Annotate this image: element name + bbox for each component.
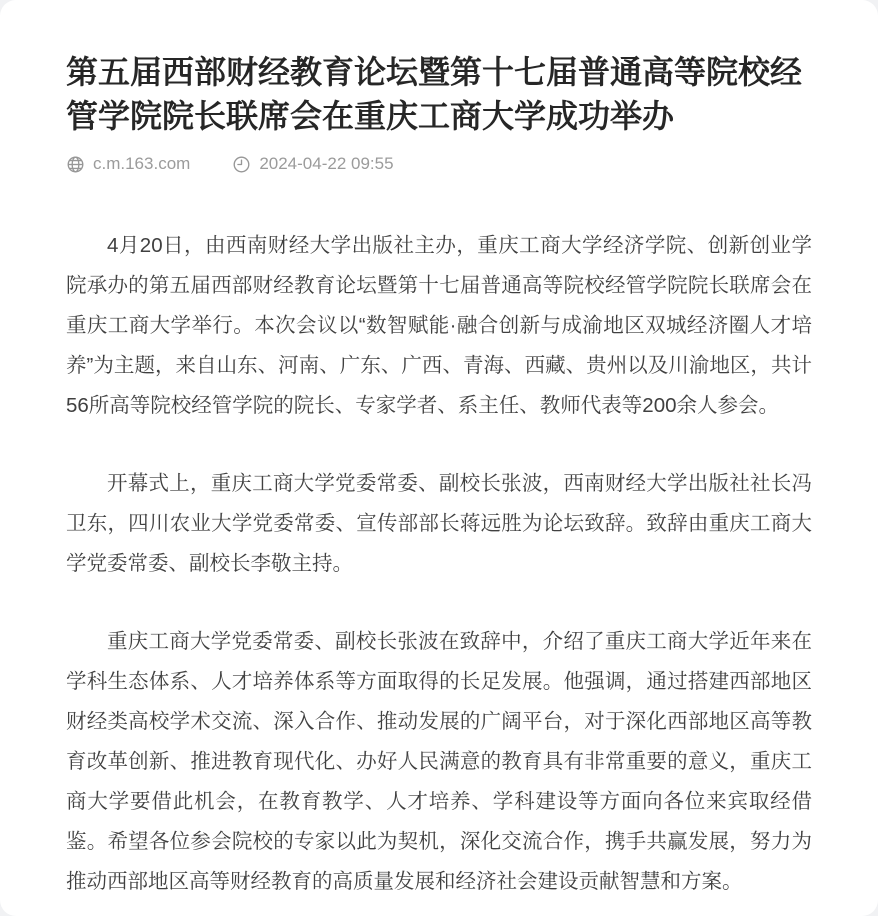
clock-icon — [232, 155, 251, 174]
article-paragraph: 开幕式上，重庆工商大学党委常委、副校长张波，西南财经大学出版社社长冯卫东，四川农业大学党委常委、宣传部部长蒋远胜为论坛致辞。致辞由重庆工商大学党委常委、副校长李敬主持。 — [66, 472, 812, 575]
article-title: 第五届西部财经教育论坛暨第十七届普通高等院校经管学院院长联席会在重庆工商大学成功举办 — [66, 54, 803, 134]
article-source-text: c.m.163.com — [93, 154, 191, 173]
article-paragraph: 4月20日，由西南财经大学出版社主办，重庆工商大学经济学院、创新创业学院承办的第五届西部财经教育论坛暨第十七届普通高等院校经管学院院长联席会在重庆工商大学举行。本次会议以“数智赋能·融合创新与成渝地区双城经济圈人才培养”为主题，来自山东、河南、广东、广西、青海、西藏、贵州以及川渝地区，共计56所高等院校经管学院的院长、专家学者、系主任、教师代表等200余人参会。 — [66, 234, 812, 417]
article-meta — [66, 154, 812, 174]
article-paragraph: 重庆工商大学党委常委、副校长张波在致辞中，介绍了重庆工商大学近年来在学科生态体系、人才培养体系等方面取得的长足发展。他强调，通过搭建西部地区财经类高校学术交流、深入合作、推动发展的广阔平台，对于深化西部地区高等教育改革创新、推进教育现代化、办好人民满意的教育具有非常重要的意义，重庆工商大学要借此机会，在教育教学、人才培养、学科建设等方面向各位来宾取经借鉴。希望各位参会院校的专家以此为契机，深化交流合作，携手共赢发展，努力为推动西部地区高等财经教育的高质量发展和经济社会建设贡献智慧和方案。 — [66, 630, 812, 893]
article-publish-time — [232, 154, 393, 174]
globe-icon — [66, 155, 85, 174]
article-body — [66, 226, 812, 902]
article-source[interactable] — [66, 154, 190, 174]
article-publish-time-text: 2024-04-22 09:55 — [259, 154, 394, 173]
